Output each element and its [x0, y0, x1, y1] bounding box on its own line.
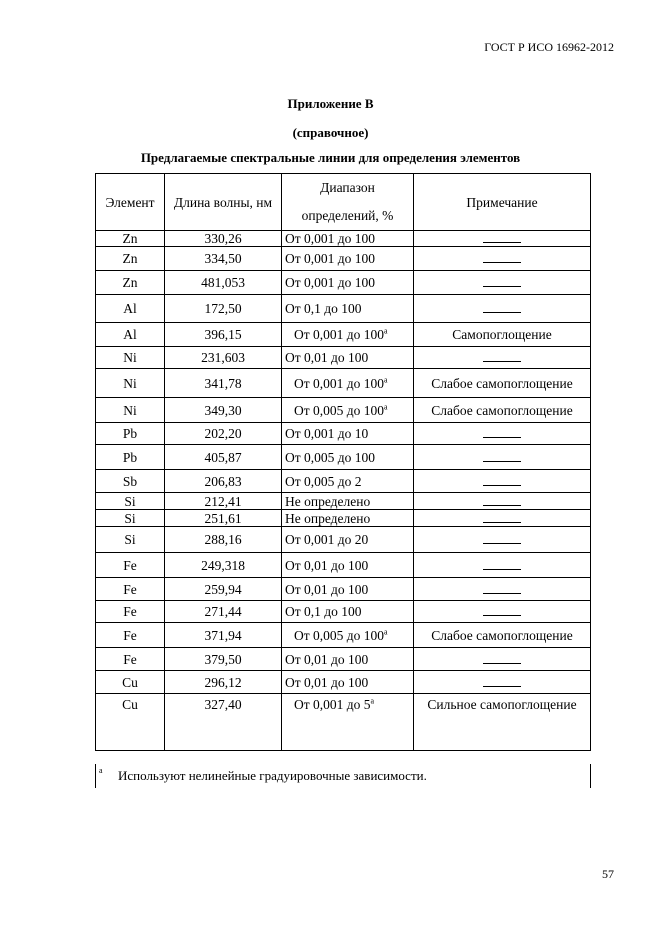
standard-designation: ГОСТ Р ИСО 16962-2012 [484, 40, 614, 54]
cell-note: Сильное самопоглощение [414, 694, 591, 751]
cell-element: Si [96, 527, 165, 553]
cell-element: Zn [96, 247, 165, 271]
footnote-ref: a [370, 696, 375, 706]
cell-range [282, 247, 414, 271]
range-text: От 0,01 до 100 [285, 651, 369, 667]
cell-wavelength: 212,41 [165, 493, 282, 510]
cell-wavelength: 396,15 [165, 323, 282, 347]
cell-range [282, 295, 414, 323]
cell-element: Ni [96, 398, 165, 423]
empty-dash [483, 275, 521, 287]
range-text: От 0,01 до 100 [285, 581, 369, 597]
cell-range [282, 510, 414, 527]
empty-dash [483, 532, 521, 544]
cell-wavelength: 327,40 [165, 694, 282, 751]
cell-range [282, 231, 414, 247]
cell-wavelength: 349,30 [165, 398, 282, 423]
range-text: От 0,01 до 100 [285, 557, 369, 573]
appendix-title: Приложение В [287, 96, 374, 111]
cell-range [282, 369, 414, 398]
cell-wavelength: 231,603 [165, 347, 282, 369]
cell-note [414, 510, 591, 527]
page-number: 57 [602, 867, 614, 881]
cell-range [282, 398, 414, 423]
empty-dash [483, 474, 521, 486]
range-text: От 0,001 до 5 [294, 697, 371, 712]
range-text: От 0,001 до 100 [294, 375, 385, 391]
cell-note [414, 295, 591, 323]
cell-note: Слабое самопоглощение [414, 398, 591, 423]
table-row [96, 271, 591, 295]
cell-note [414, 445, 591, 470]
cell-element: Si [96, 493, 165, 510]
empty-dash [483, 511, 521, 523]
table-row [96, 247, 591, 271]
cell-range [282, 423, 414, 445]
cell-note [414, 671, 591, 694]
cell-element: Ni [96, 369, 165, 398]
table-row [96, 553, 591, 578]
cell-range [282, 601, 414, 623]
table-row [96, 694, 591, 751]
cell-element: Ni [96, 347, 165, 369]
cell-wavelength: 330,26 [165, 231, 282, 247]
table-row [96, 510, 591, 527]
cell-range [282, 470, 414, 493]
empty-dash [483, 494, 521, 506]
cell-note [414, 578, 591, 601]
table-row [96, 423, 591, 445]
range-text: От 0,001 до 10 [285, 426, 369, 441]
table-row [96, 347, 591, 369]
footnote-text: Используют нелинейные градуировочные зависимости. [118, 768, 427, 783]
column-header-note: Примечание [414, 174, 591, 231]
cell-note [414, 271, 591, 295]
column-header-range: Диапазон определений, % [282, 174, 414, 231]
table-row [96, 231, 591, 247]
table-row [96, 323, 591, 347]
cell-range [282, 527, 414, 553]
cell-note [414, 247, 591, 271]
footnote-ref: a [384, 375, 388, 384]
cell-note [414, 470, 591, 493]
table-row [96, 648, 591, 671]
table-row [96, 578, 591, 601]
cell-element: Zn [96, 231, 165, 247]
cell-range [282, 648, 414, 671]
cell-element: Fe [96, 623, 165, 648]
cell-wavelength: 202,20 [165, 423, 282, 445]
cell-element: Cu [96, 671, 165, 694]
cell-element: Si [96, 510, 165, 527]
range-text: От 0,001 до 20 [285, 532, 369, 547]
empty-dash [483, 582, 521, 594]
cell-wavelength: 341,78 [165, 369, 282, 398]
empty-dash [483, 652, 521, 664]
empty-dash [483, 350, 521, 362]
footnote-ref: a [384, 627, 388, 636]
cell-wavelength: 249,318 [165, 553, 282, 578]
table-row [96, 527, 591, 553]
cell-note [414, 648, 591, 671]
cell-wavelength: 251,61 [165, 510, 282, 527]
cell-element: Fe [96, 601, 165, 623]
cell-range [282, 493, 414, 510]
cell-note [414, 423, 591, 445]
range-text: От 0,001 до 100 [285, 275, 376, 290]
range-text: От 0,1 до 100 [285, 301, 362, 316]
range-text: От 0,005 до 100 [285, 449, 376, 465]
table-row [96, 601, 591, 623]
range-text: От 0,001 до 100 [285, 231, 376, 246]
cell-wavelength: 481,053 [165, 271, 282, 295]
empty-dash [483, 604, 521, 616]
cell-element: Fe [96, 553, 165, 578]
footnote [95, 764, 591, 788]
table-row [96, 623, 591, 648]
table-row [96, 295, 591, 323]
table-row [96, 398, 591, 423]
cell-element: Al [96, 323, 165, 347]
cell-element: Fe [96, 648, 165, 671]
cell-element: Zn [96, 271, 165, 295]
empty-dash [483, 301, 521, 313]
range-text: От 0,001 до 100 [294, 327, 385, 342]
cell-element: Sb [96, 470, 165, 493]
range-text: От 0,1 до 100 [285, 604, 362, 619]
empty-dash [483, 675, 521, 687]
range-text: Не определено [285, 493, 371, 509]
range-text: Не определено [285, 510, 371, 526]
cell-element: Al [96, 295, 165, 323]
cell-note [414, 601, 591, 623]
footnote-ref: a [384, 402, 388, 411]
cell-wavelength: 288,16 [165, 527, 282, 553]
cell-note [414, 553, 591, 578]
cell-range [282, 671, 414, 694]
cell-wavelength: 379,50 [165, 648, 282, 671]
range-text: От 0,005 до 100 [294, 627, 385, 643]
cell-range [282, 578, 414, 601]
cell-range [282, 623, 414, 648]
cell-range [282, 694, 414, 751]
range-text: От 0,01 до 100 [285, 674, 369, 690]
empty-dash [483, 450, 521, 462]
cell-wavelength: 259,94 [165, 578, 282, 601]
cell-element: Cu [96, 694, 165, 751]
range-text: От 0,01 до 100 [285, 350, 369, 365]
range-text: От 0,005 до 2 [285, 473, 362, 489]
cell-note: Слабое самопоглощение [414, 623, 591, 648]
cell-range [282, 271, 414, 295]
cell-wavelength: 371,94 [165, 623, 282, 648]
cell-wavelength: 334,50 [165, 247, 282, 271]
appendix-subtitle: Предлагаемые спектральные линии для определения элементов [140, 150, 521, 165]
range-text: От 0,005 до 100 [294, 402, 385, 418]
cell-note [414, 347, 591, 369]
empty-dash [483, 426, 521, 438]
table-header-row [96, 174, 591, 231]
table-row [96, 493, 591, 510]
cell-element: Fe [96, 578, 165, 601]
cell-note: Самопоглощение [414, 323, 591, 347]
cell-element: Pb [96, 423, 165, 445]
table-row [96, 671, 591, 694]
cell-range [282, 553, 414, 578]
cell-wavelength: 172,50 [165, 295, 282, 323]
cell-range [282, 323, 414, 347]
cell-range [282, 347, 414, 369]
column-header-wavelength: Длина волны, нм [165, 174, 282, 231]
cell-wavelength: 271,44 [165, 601, 282, 623]
footnote-ref: a [384, 326, 388, 336]
empty-dash [483, 251, 521, 263]
empty-dash [483, 231, 521, 243]
cell-wavelength: 206,83 [165, 470, 282, 493]
footnote-mark: a [99, 766, 103, 775]
table-row [96, 445, 591, 470]
range-text: От 0,001 до 100 [285, 251, 376, 266]
cell-wavelength: 296,12 [165, 671, 282, 694]
cell-wavelength: 405,87 [165, 445, 282, 470]
cell-note [414, 493, 591, 510]
cell-range [282, 445, 414, 470]
cell-note [414, 231, 591, 247]
cell-element: Pb [96, 445, 165, 470]
table-row [96, 470, 591, 493]
column-header-element: Элемент [96, 174, 165, 231]
table-row [96, 369, 591, 398]
empty-dash [483, 558, 521, 570]
appendix-kind: (справочное) [292, 125, 369, 140]
spectral-lines-table [95, 173, 591, 751]
cell-note: Слабое самопоглощение [414, 369, 591, 398]
cell-note [414, 527, 591, 553]
